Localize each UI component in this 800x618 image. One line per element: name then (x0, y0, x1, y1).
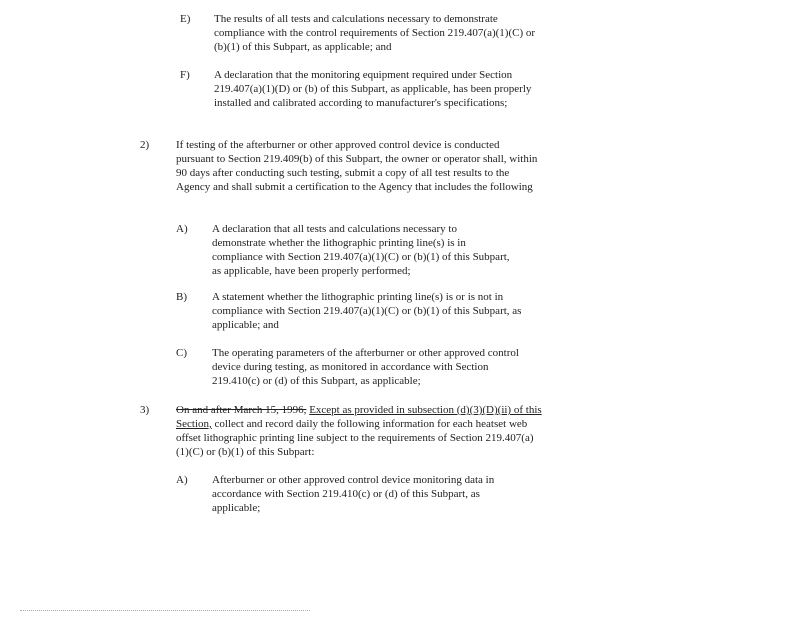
item-label: 2) (140, 139, 150, 151)
item-text (176, 403, 546, 459)
struck-text: On and after March 15, 1996, (176, 404, 307, 416)
item-body: collect and record daily the following information for each heatset web offset lithographic printing line subject to the requirements of Section 219.407(a)(1)(C) or (b)(1) of this Subpart: (176, 418, 534, 458)
item-text: Afterburner or other approved control device monitoring data in accordance with Section 219.410(c) or (d) of this Subpart, as applicable; (212, 474, 495, 514)
item-text: The results of all tests and calculations necessary to demonstrate compliance with the control requirements of Section 219.407(a)(1)(C) or (b)(1) of this Subpart, as applicable; and (214, 13, 536, 53)
item-label: B) (176, 291, 187, 303)
item-label: 3) (140, 404, 150, 416)
item-label: A) (176, 223, 188, 235)
item-label: A) (176, 474, 188, 486)
footer-rule (20, 600, 310, 611)
item-text: A declaration that all tests and calculations necessary to demonstrate whether the lithographic printing line(s) is in compliance with Section 219.407(a)(1)(C) or (b)(1) of this Subpart, as applicable, have been properly performed; (212, 223, 510, 277)
item-text: If testing of the afterburner or other approved control device is conducted pursuant to Section 219.409(b) of this Subpart, the owner or operator shall, within 90 days after conducting such testing, submit a copy of all test results to the Agency and shall submit a certification to the Agency that includes the following (176, 139, 538, 193)
item-text: A declaration that the monitoring equipment required under Section 219.407(a)(1)(D) or (b) of this Subpart, as applicable, has been properly installed and calibrated according to manufacturer's specifications; (214, 69, 532, 109)
item-label: C) (176, 347, 187, 359)
inserted-text: Except as provided in subsection (d)(3)(D)(ii) of this Section, (176, 404, 542, 430)
item-text: The operating parameters of the afterburner or other approved control device during testing, as monitored in accordance with Section 219.410(c) or (d) of this Subpart, as applicable; (212, 347, 519, 387)
item-label: E) (180, 13, 191, 25)
item-text: A statement whether the lithographic printing line(s) is or is not in compliance with Section 219.407(a)(1)(C) or (b)(1) of this Subpart, as applicable; and (212, 291, 522, 331)
item-label: F) (180, 69, 190, 81)
